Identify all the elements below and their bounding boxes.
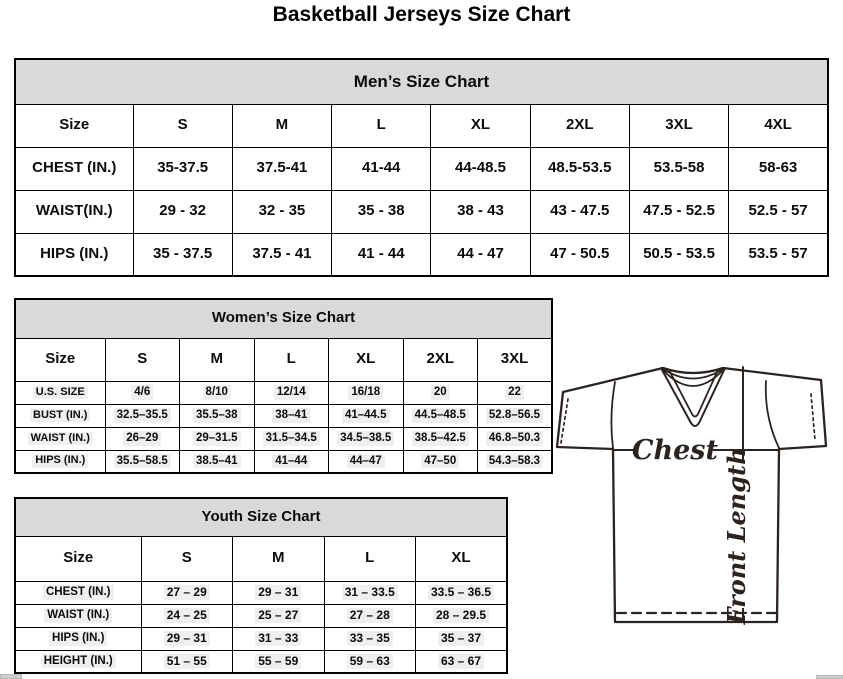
table-title-row: [15, 59, 828, 104]
row-label: [15, 627, 141, 650]
size-value-cell: [629, 147, 728, 190]
cell-text: 32.5–35.5: [114, 408, 171, 422]
cell-text: 33 – 35: [347, 631, 393, 646]
cell-text: 35-37.5: [157, 159, 209, 177]
size-header-XL: [416, 536, 508, 581]
size-value-cell: [233, 581, 325, 604]
size-header-S: [141, 536, 233, 581]
size-value-cell: [254, 381, 329, 404]
cell-text: XL: [451, 549, 471, 567]
size-header-S: [105, 338, 180, 381]
size-value-cell: [324, 650, 416, 673]
row-label: [15, 404, 105, 427]
cell-text: 31 – 33: [255, 631, 301, 646]
size-value-cell: [729, 190, 828, 233]
front-length-label: Front Length: [722, 447, 751, 625]
size-value-cell: [332, 147, 431, 190]
size-value-cell: [530, 233, 629, 276]
cell-text: 25 – 27: [255, 608, 301, 623]
cell-text: 37.5-41: [256, 159, 308, 177]
cell-text: 48.5-53.5: [548, 159, 612, 177]
cell-text: U.S. SIZE: [33, 386, 88, 400]
cell-text: CHEST (IN.): [32, 159, 117, 177]
cell-text: 29 – 31: [164, 631, 210, 646]
row-label: [15, 381, 105, 404]
cell-text: 35.5–58.5: [114, 454, 171, 468]
size-value-cell: [629, 190, 728, 233]
table-header-row: [15, 338, 552, 381]
cell-text: 3XL: [665, 116, 693, 134]
cell-text: S: [137, 350, 148, 368]
size-value-cell: [478, 450, 553, 473]
table-header-row: [15, 536, 507, 581]
cell-text: 29 - 32: [159, 202, 206, 220]
cell-text: 31.5–34.5: [263, 431, 320, 445]
cell-text: M: [275, 116, 289, 134]
cell-text: 44-48.5: [455, 159, 506, 177]
size-value-cell: [141, 581, 233, 604]
cell-text: 16/18: [348, 385, 383, 399]
cell-text: L: [376, 116, 386, 134]
cell-text: 51 – 55: [164, 654, 210, 669]
cell-text: 32 - 35: [258, 202, 306, 220]
row-label: [15, 581, 141, 604]
cell-text: 28 – 29.5: [433, 608, 489, 623]
size-value-cell: [254, 450, 329, 473]
size-value-cell: [416, 581, 508, 604]
cell-text: Men’s Size Chart: [353, 72, 490, 92]
cell-text: M: [272, 549, 285, 567]
size-value-cell: [133, 233, 232, 276]
table-row: [15, 233, 828, 276]
size-value-cell: [141, 604, 233, 627]
size-value-cell: [232, 233, 331, 276]
horizontal-scrollbar-thumb-left[interactable]: [0, 674, 22, 679]
cell-text: S: [177, 116, 188, 134]
table-row: [15, 404, 552, 427]
cell-text: 52.8–56.5: [486, 408, 543, 422]
size-value-cell: [232, 147, 331, 190]
table-row: [15, 650, 507, 673]
size-value-cell: [105, 427, 180, 450]
size-value-cell: [233, 650, 325, 673]
cell-text: 59 – 63: [347, 654, 393, 669]
size-value-cell: [403, 427, 478, 450]
row-label: [15, 233, 133, 276]
cell-text: 43 - 47.5: [550, 202, 610, 220]
women-size-table: [14, 298, 553, 474]
cell-text: 55 – 59: [255, 654, 301, 669]
size-value-cell: [105, 404, 180, 427]
size-value-cell: [416, 650, 508, 673]
size-value-cell: [329, 381, 404, 404]
cell-text: 53.5-58: [653, 159, 705, 177]
size-value-cell: [431, 233, 530, 276]
cell-text: 38–41: [272, 408, 310, 422]
size-value-cell: [729, 147, 828, 190]
size-value-cell: [530, 147, 629, 190]
size-column-header: [15, 104, 133, 147]
size-value-cell: [431, 147, 530, 190]
size-value-cell: [105, 450, 180, 473]
cell-text: 24 – 25: [164, 608, 210, 623]
cell-text: 50.5 - 53.5: [643, 244, 715, 262]
cell-text: 58-63: [758, 159, 798, 177]
size-value-cell: [105, 381, 180, 404]
size-header-L: [324, 536, 416, 581]
size-value-cell: [530, 190, 629, 233]
cell-text: Women’s Size Chart: [211, 309, 356, 327]
cell-text: 27 – 29: [164, 585, 210, 600]
size-header-L: [332, 104, 431, 147]
table-row: [15, 381, 552, 404]
cell-text: 2XL: [426, 350, 454, 368]
size-value-cell: [329, 404, 404, 427]
table-row: [15, 581, 507, 604]
size-value-cell: [324, 627, 416, 650]
size-value-cell: [141, 627, 233, 650]
horizontal-scrollbar-thumb-right[interactable]: [816, 675, 843, 679]
size-value-cell: [478, 404, 553, 427]
cell-text: 38.5–41: [193, 454, 241, 468]
size-value-cell: [329, 427, 404, 450]
cell-text: S: [181, 549, 192, 567]
cell-text: 20: [431, 385, 450, 399]
cell-text: XL: [356, 350, 376, 368]
jersey-outline: [557, 368, 826, 622]
size-value-cell: [324, 604, 416, 627]
cell-text: 31 – 33.5: [342, 585, 398, 600]
size-value-cell: [141, 650, 233, 673]
table-title: [15, 498, 507, 536]
size-value-cell: [254, 427, 329, 450]
size-value-cell: [332, 190, 431, 233]
table-header-row: [15, 104, 828, 147]
cell-text: 35 - 38: [357, 202, 405, 220]
cell-text: 37.5 - 41: [252, 244, 312, 262]
cell-text: HEIGHT (IN.): [41, 654, 116, 668]
chest-label: Chest: [632, 435, 718, 466]
size-header-M: [233, 536, 325, 581]
cell-text: 27 – 28: [347, 608, 393, 623]
cell-text: 53.5 - 57: [748, 244, 808, 262]
cell-text: 26–29: [123, 431, 161, 445]
cell-text: M: [210, 350, 223, 368]
men-size-table: [14, 58, 829, 277]
cell-text: 41–44: [272, 454, 310, 468]
size-value-cell: [232, 190, 331, 233]
size-value-cell: [233, 627, 325, 650]
size-column-header: [15, 536, 141, 581]
table-title: [15, 299, 552, 338]
size-header-XL: [431, 104, 530, 147]
size-value-cell: [329, 450, 404, 473]
size-value-cell: [133, 190, 232, 233]
cell-text: 29–31.5: [193, 431, 241, 445]
size-header-XL: [329, 338, 404, 381]
row-label: [15, 604, 141, 627]
size-value-cell: [478, 427, 553, 450]
size-header-M: [232, 104, 331, 147]
size-value-cell: [403, 450, 478, 473]
row-label: [15, 190, 133, 233]
cell-text: 47 - 50.5: [550, 244, 610, 262]
size-value-cell: [629, 233, 728, 276]
table-title-row: [15, 299, 552, 338]
cell-text: Size: [45, 350, 76, 368]
cell-text: 44 - 47: [457, 244, 504, 262]
cell-text: HIPS (IN.): [40, 244, 109, 262]
cell-text: 33.5 – 36.5: [428, 585, 494, 600]
size-column-header: [15, 338, 105, 381]
size-value-cell: [403, 381, 478, 404]
size-header-M: [180, 338, 255, 381]
cell-text: 2XL: [566, 116, 594, 134]
size-value-cell: [324, 581, 416, 604]
cell-text: 41-44: [362, 159, 401, 177]
cell-text: 47–50: [421, 454, 459, 468]
cell-text: 12/14: [274, 385, 309, 399]
cell-text: WAIST(IN.): [35, 202, 113, 220]
youth-size-table: [14, 497, 508, 674]
size-value-cell: [431, 190, 530, 233]
cell-text: 4XL: [764, 116, 792, 134]
size-value-cell: [403, 404, 478, 427]
page-title: Basketball Jerseys Size Chart: [272, 3, 571, 26]
size-value-cell: [478, 381, 553, 404]
size-header-2XL: [530, 104, 629, 147]
cell-text: Size: [59, 116, 90, 134]
size-header-3XL: [629, 104, 728, 147]
cell-text: 54.3–58.3: [486, 454, 543, 468]
cell-text: CHEST (IN.): [43, 585, 114, 599]
size-value-cell: [332, 233, 431, 276]
size-value-cell: [180, 381, 255, 404]
size-value-cell: [254, 404, 329, 427]
table-row: [15, 450, 552, 473]
table-title: [15, 59, 828, 104]
cell-text: HIPS (IN.): [49, 631, 107, 645]
size-value-cell: [133, 147, 232, 190]
row-label: [15, 450, 105, 473]
cell-text: 63 – 67: [438, 654, 484, 669]
cell-text: Size: [63, 549, 94, 567]
size-header-S: [133, 104, 232, 147]
table-row: [15, 627, 507, 650]
cell-text: 35 – 37: [438, 631, 484, 646]
size-header-4XL: [729, 104, 828, 147]
size-header-L: [254, 338, 329, 381]
size-value-cell: [180, 404, 255, 427]
cell-text: 35.5–38: [193, 408, 241, 422]
table-row: [15, 604, 507, 627]
cell-text: 41 - 44: [357, 244, 405, 262]
cell-text: 38.5–42.5: [412, 431, 469, 445]
jersey-measurement-diagram: [553, 352, 843, 648]
cell-text: 34.5–38.5: [337, 431, 394, 445]
size-value-cell: [180, 427, 255, 450]
cell-text: L: [286, 350, 296, 368]
row-label: [15, 650, 141, 673]
size-value-cell: [416, 627, 508, 650]
cell-text: 22: [505, 385, 524, 399]
cell-text: 44–47: [347, 454, 385, 468]
row-label: [15, 427, 105, 450]
cell-text: 52.5 - 57: [748, 202, 808, 220]
jersey-icon: [553, 352, 843, 648]
cell-text: 35 - 37.5: [153, 244, 213, 262]
cell-text: 29 – 31: [255, 585, 301, 600]
cell-text: 8/10: [203, 385, 231, 399]
cell-text: 47.5 - 52.5: [643, 202, 715, 220]
cell-text: 41–44.5: [342, 408, 390, 422]
cell-text: L: [365, 549, 375, 567]
cell-text: WAIST (IN.): [28, 432, 93, 446]
table-title-row: [15, 498, 507, 536]
cell-text: 46.8–50.3: [486, 431, 543, 445]
size-value-cell: [416, 604, 508, 627]
size-value-cell: [180, 450, 255, 473]
cell-text: BUST (IN.): [30, 409, 90, 423]
cell-text: 3XL: [500, 350, 529, 368]
size-header-2XL: [403, 338, 478, 381]
cell-text: 44.5–48.5: [412, 408, 469, 422]
table-row: [15, 147, 828, 190]
size-value-cell: [233, 604, 325, 627]
cell-text: 4/6: [131, 385, 153, 399]
row-label: [15, 147, 133, 190]
cell-text: 38 - 43: [457, 202, 504, 220]
size-header-3XL: [478, 338, 553, 381]
table-row: [15, 190, 828, 233]
cell-text: Youth Size Chart: [201, 507, 321, 525]
table-row: [15, 427, 552, 450]
size-value-cell: [729, 233, 828, 276]
cell-text: XL: [470, 116, 491, 134]
cell-text: WAIST (IN.): [44, 608, 112, 622]
cell-text: HIPS (IN.): [32, 454, 88, 468]
